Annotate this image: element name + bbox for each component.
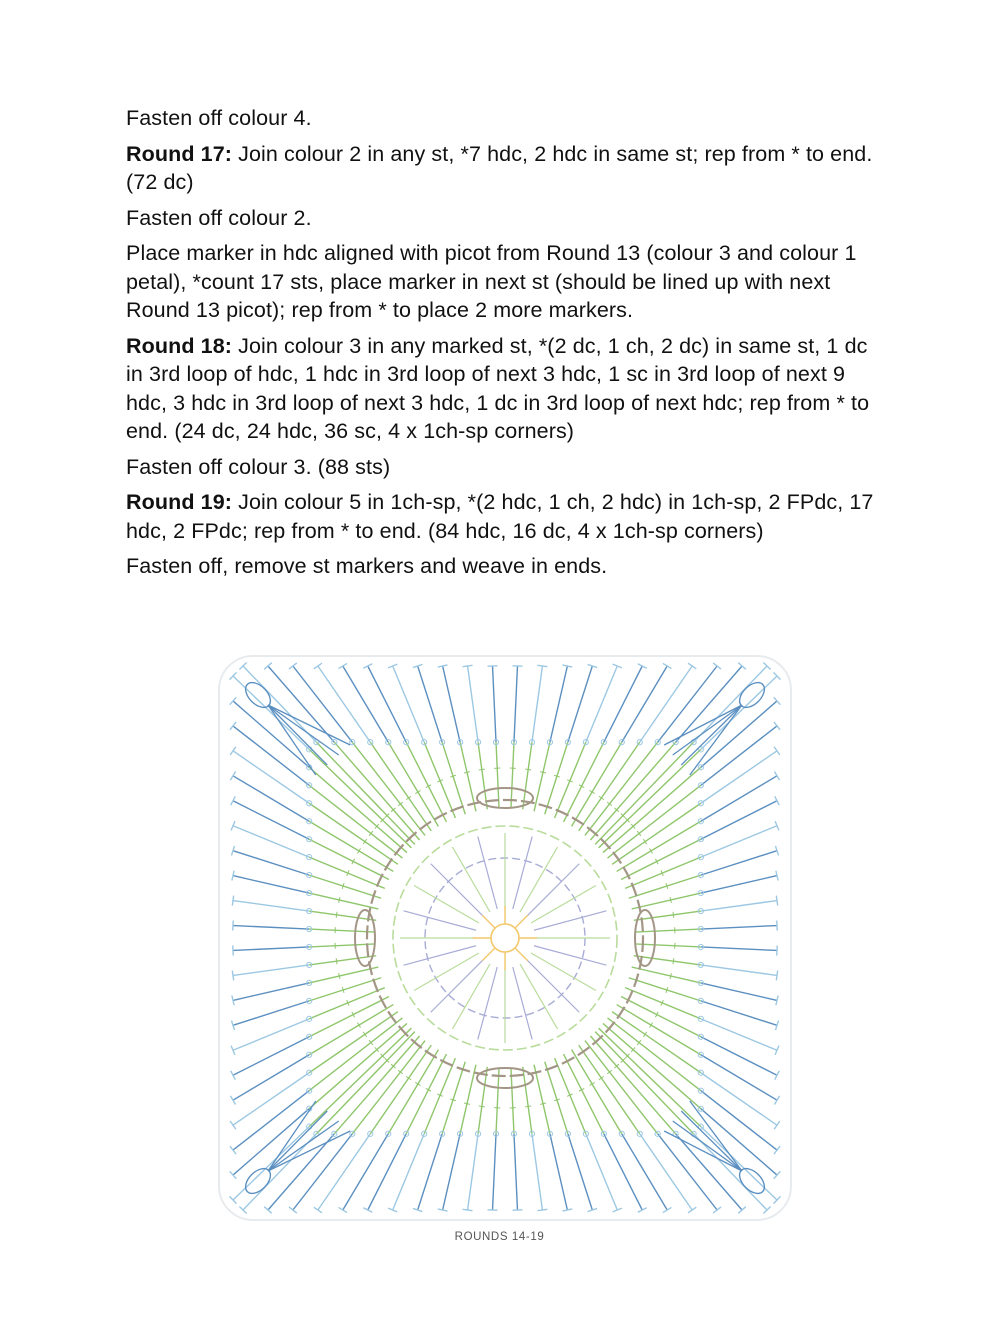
para-round-19: Round 19: Join colour 5 in 1ch-sp, *(2 hdc, 1 ch, 2 hdc) in 1ch-sp, 2 FPdc, 17 hdc, 2 FPdc; rep from * to end. (84 hdc, 16 dc, 4 x 1ch-sp corners) [126,490,874,543]
diagram-caption: ROUNDS 14-19 [454,1231,545,1243]
para-fasten-colour-3: Fasten off colour 3. (88 sts) [126,454,391,479]
para-place-marker: Place marker in hdc aligned with picot from Round 13 (colour 3 and colour 1 petal), *count 17 sts, place marker in next st (should be lined up with next Round 13 picot); rep from * to place 2 more markers. [126,241,857,322]
crochet-diagram [218,655,792,1221]
para-fasten-colour-4: Fasten off colour 4. [126,106,312,130]
para-fasten-colour-2: Fasten off colour 2. [126,205,312,230]
para-fasten-off-final: Fasten off, remove st markers and weave in ends. [126,554,608,578]
round-label: Round 19: [126,490,233,514]
round-label: Round 17: [126,141,233,166]
crochet-chart-svg [218,655,792,1221]
instructions [126,104,886,588]
round-label: Round 18: [126,333,233,358]
para-round-17: Round 17: Join colour 2 in any st, *7 hdc, 2 hdc in same st; rep from * to end. (72 dc) [126,141,873,194]
para-round-18: Round 18: Join colour 3 in any marked st, *(2 dc, 1 ch, 2 dc) in same st, 1 dc in 3rd loop of hdc, 1 hdc in 3rd loop of next 3 hdc, 1 sc in 3rd loop of next 9 hdc, 3 hdc in 3rd loop of next 3 hdc, 1 dc in 3rd loop of next hdc; rep from * to end. (24 dc, 24 hdc, 36 sc, 4 x 1ch-sp corners) [126,333,870,443]
